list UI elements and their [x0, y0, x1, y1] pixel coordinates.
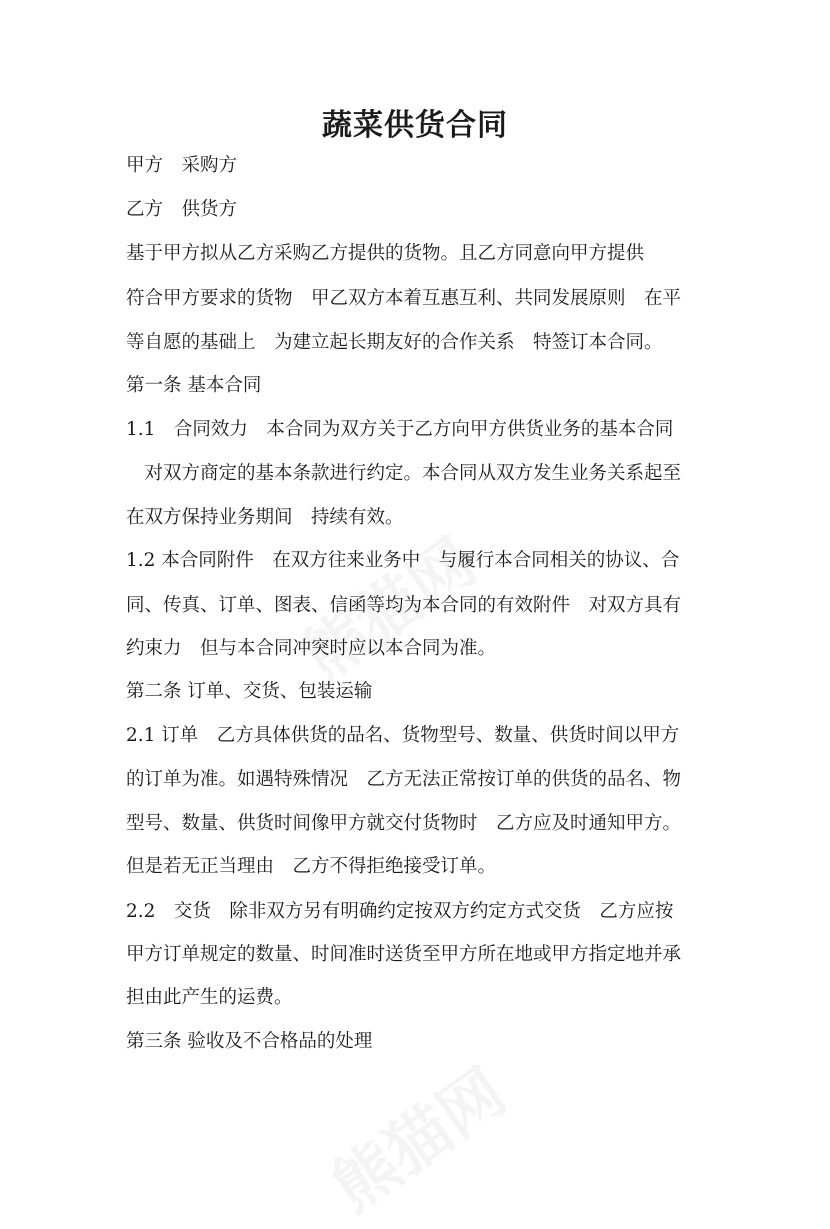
clause-line: 但是若无正当理由 乙方不得拒绝接受订单。 — [126, 856, 497, 877]
preamble-line: 符合甲方要求的货物 甲乙双方本着互惠互利、共同发展原则 在平 — [126, 288, 682, 309]
article-heading: 第三条 验收及不合格品的处理 — [126, 1031, 373, 1052]
clause-line: 2.2 交货 除非双方另有明确约定按双方约定方式交货 乙方应按 — [126, 901, 674, 922]
clause-line: 约束力 但与本合同冲突时应以本合同为准。 — [126, 638, 497, 659]
party-b-line: 乙方 供货方 — [126, 199, 238, 220]
clause-line: 在双方保持业务期间 持续有效。 — [126, 507, 404, 528]
article-heading: 第二条 订单、交货、包装运输 — [126, 681, 373, 702]
clause-line: 1.1 合同效力 本合同为双方关于乙方向甲方供货业务的基本合同 — [126, 419, 674, 440]
clause-line: 的订单为准。如遇特殊情况 乙方无法正常按订单的供货的品名、物 — [126, 769, 682, 790]
clause-line: 对双方商定的基本条款进行约定。本合同从双方发生业务关系起至 — [126, 463, 682, 484]
preamble-line: 基于甲方拟从乙方采购乙方提供的货物。且乙方同意向甲方提供 — [126, 243, 645, 264]
clause-line: 同、传真、订单、图表、信函等均为本合同的有效附件 对双方具有 — [126, 595, 682, 616]
preamble-line: 等自愿的基础上 为建立起长期友好的合作关系 特签订本合同。 — [126, 332, 663, 353]
watermark-lower — [311, 1043, 521, 1228]
party-a-line: 甲方 采购方 — [126, 155, 238, 176]
article-heading: 第一条 基本合同 — [126, 375, 262, 396]
clause-line: 1.2 本合同附件 在双方往来业务中 与履行本合同相关的协议、合 — [126, 550, 680, 571]
clause-line: 型号、数量、供货时间像甲方就交付货物时 乙方应及时通知甲方。 — [126, 813, 682, 834]
document-title: 蔬菜供货合同 — [322, 108, 508, 143]
clause-line: 甲方订单规定的数量、时间准时送货至甲方所在地或甲方指定地并承 — [126, 944, 682, 965]
clause-line: 担由此产生的运费。 — [126, 987, 293, 1008]
clause-line: 2.1 订单 乙方具体供货的品名、货物型号、数量、供货时间以甲方 — [126, 725, 680, 746]
